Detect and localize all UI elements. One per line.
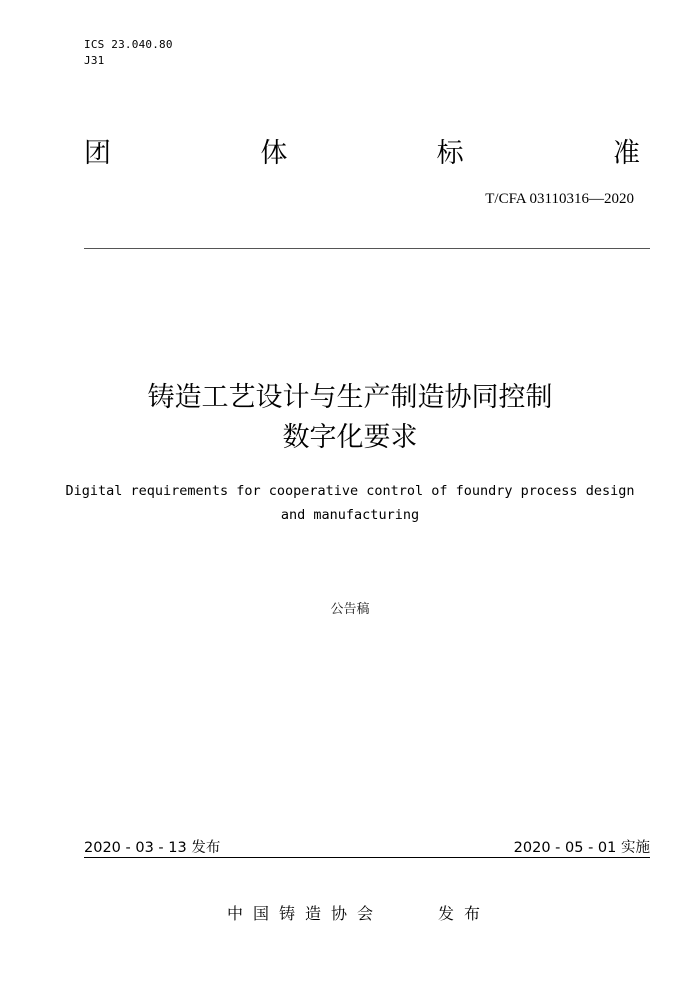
english-title-line-2: and manufacturing: [280, 507, 420, 523]
standard-type-heading: [84, 134, 640, 174]
chinese-title-line-1: 铸造工艺设计与生产制造协同控制: [147, 382, 553, 413]
issue-date: 2020 - 03 - 13 发布: [84, 840, 221, 856]
chinese-title-line-2: 数字化要求: [282, 422, 418, 453]
ics-code: ICS 23.040.80: [84, 38, 173, 51]
header-divider: [84, 248, 650, 249]
standard-type-char: 团: [84, 138, 111, 169]
implementation-date: 2020 - 05 - 01 实施: [513, 840, 650, 856]
standard-type-char: 标: [436, 138, 464, 169]
standard-type-char: 体: [260, 138, 288, 169]
publish-label: 发布: [438, 904, 491, 923]
standard-number: T/CFA 03110316—2020: [485, 191, 634, 207]
standard-type-char: 准: [612, 138, 640, 169]
english-title-line-1: Digital requirements for cooperative control of foundry process design: [65, 483, 635, 499]
publisher-name: 中国铸造协会: [227, 904, 384, 923]
footer-divider: [84, 857, 650, 858]
draft-status-label: 公告稿: [330, 602, 370, 617]
ccs-code: J31: [84, 54, 105, 67]
